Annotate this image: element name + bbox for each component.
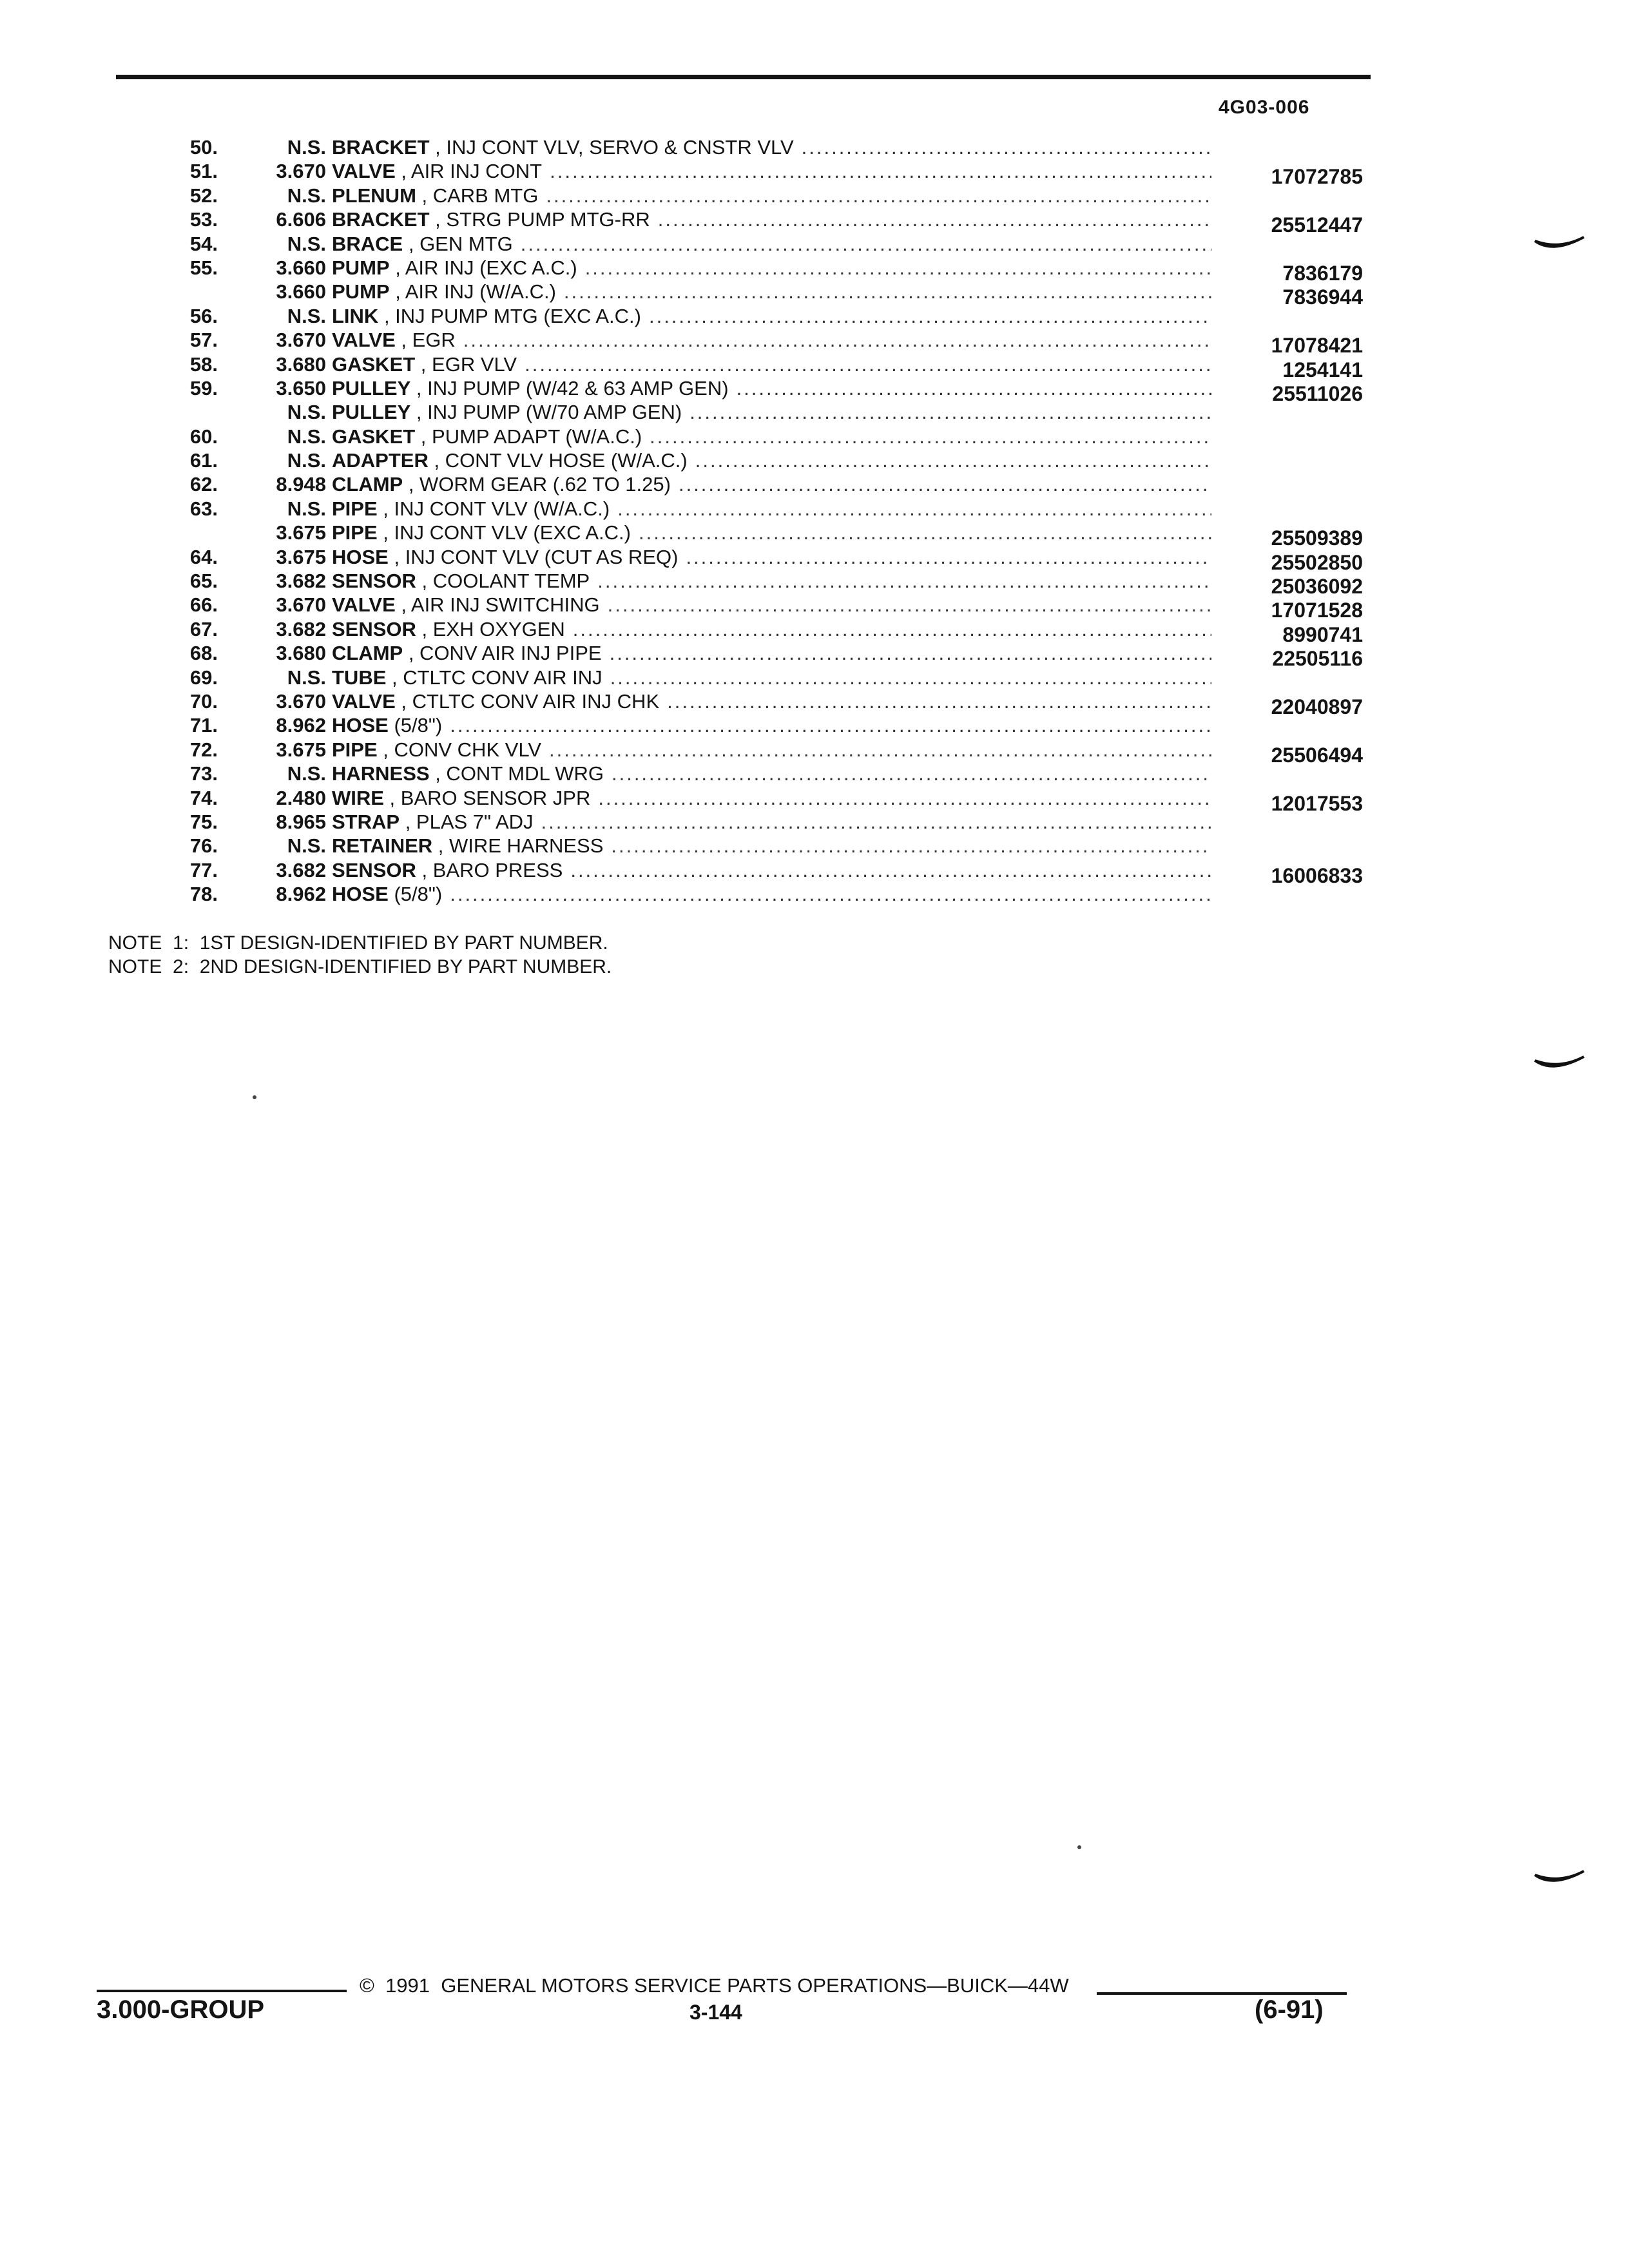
footer-rule-right [1097, 1992, 1347, 1995]
part-detail: , AIR INJ (EXC A.C.) [389, 256, 577, 279]
part-detail: , WORM GEAR (.62 TO 1.25) [403, 473, 671, 496]
part-detail: , EXH OXYGEN [416, 617, 565, 640]
item-number: 55. [189, 256, 218, 279]
part-name: CLAMP [332, 473, 403, 496]
part-detail: , INJ CONT VLV (EXC A.C.) [377, 521, 631, 544]
part-description [332, 328, 1211, 352]
dot-leader [737, 376, 1211, 400]
part-description [332, 352, 1211, 376]
dot-leader [686, 545, 1211, 569]
part-detail: , CONV CHK VLV [377, 738, 542, 761]
part-name: VALVE [332, 689, 396, 713]
group-number: N.S. [287, 834, 326, 858]
dot-leader [570, 858, 1211, 882]
part-row [0, 593, 1629, 622]
item-number: 72. [189, 738, 218, 761]
part-detail: , INJ PUMP MTG (EXC A.C.) [378, 304, 641, 327]
part-description [332, 641, 1211, 665]
part-detail: (5/8") [388, 883, 443, 906]
dot-leader [521, 232, 1211, 256]
item-number: 69. [189, 666, 218, 689]
part-row [0, 810, 1629, 834]
part-name: HARNESS [332, 762, 430, 785]
scan-speck [253, 1095, 256, 1099]
part-name: ADAPTER [332, 449, 429, 472]
dot-leader [610, 666, 1211, 689]
part-description [332, 545, 1211, 569]
dot-leader [611, 834, 1211, 858]
group-number: 2.480 [276, 786, 326, 809]
group-number: N.S. [287, 136, 326, 159]
item-number: 75. [189, 810, 218, 833]
part-row [0, 617, 1629, 646]
part-row [0, 569, 1629, 599]
part-number: 7836179 [1282, 261, 1363, 285]
part-row [0, 545, 1629, 574]
part-row [0, 400, 1629, 424]
dot-leader [608, 593, 1211, 617]
item-number: 68. [189, 642, 218, 665]
part-description [332, 593, 1211, 617]
part-name: SENSOR [332, 570, 416, 593]
part-number: 7836944 [1282, 285, 1363, 309]
part-description [332, 376, 1211, 400]
item-number: 57. [189, 329, 218, 352]
part-description [332, 738, 1211, 762]
footer-group-label: 3.000-GROUP [97, 1995, 265, 2024]
part-number: 25512447 [1271, 213, 1363, 237]
item-number: 61. [189, 449, 218, 472]
part-detail: , EGR [395, 329, 456, 352]
part-description [332, 280, 1211, 303]
binder-hole-mark [1534, 232, 1585, 258]
item-number: 70. [189, 689, 218, 713]
item-number: 78. [189, 883, 218, 906]
part-row [0, 304, 1629, 328]
group-number: N.S. [287, 497, 326, 520]
part-description [332, 689, 1211, 713]
part-detail: , EGR VLV [415, 352, 517, 376]
notes-section [108, 931, 612, 979]
item-number: 58. [189, 352, 218, 376]
part-description [332, 184, 1211, 207]
part-name: STRAP [332, 810, 400, 833]
item-number: 65. [189, 570, 218, 593]
item-number: 74. [189, 786, 218, 809]
part-number: 17072785 [1271, 165, 1363, 189]
parts-list [0, 135, 1629, 907]
part-name: HOSE [332, 714, 389, 737]
part-row [0, 256, 1629, 285]
dot-leader [564, 280, 1211, 303]
part-name: PUMP [332, 280, 390, 303]
part-name: PIPE [332, 521, 378, 544]
part-number: 25036092 [1271, 575, 1363, 599]
dot-leader [610, 641, 1211, 665]
part-row [0, 641, 1629, 671]
dot-leader [617, 497, 1211, 521]
part-detail: (5/8") [388, 714, 443, 737]
part-detail: , CARB MTG [416, 184, 539, 207]
part-number: 1254141 [1282, 358, 1363, 381]
item-number: 50. [189, 136, 218, 159]
dot-leader [450, 882, 1211, 906]
part-description [332, 425, 1211, 448]
dot-leader [463, 328, 1211, 352]
group-number: N.S. [287, 232, 326, 255]
group-number: 3.675 [276, 545, 326, 568]
group-number: N.S. [287, 449, 326, 472]
part-detail: , CONV AIR INJ PIPE [403, 642, 602, 665]
part-row [0, 280, 1629, 309]
dot-leader [658, 207, 1211, 231]
dot-leader [689, 400, 1211, 424]
part-description [332, 448, 1211, 472]
binder-hole-mark [1534, 1052, 1585, 1077]
part-detail: , GEN MTG [403, 232, 513, 255]
part-row [0, 689, 1629, 718]
part-description [332, 810, 1211, 834]
part-name: PULLEY [332, 376, 411, 399]
part-name: BRACKET [332, 136, 430, 159]
part-row [0, 448, 1629, 472]
part-name: SENSOR [332, 858, 416, 881]
dot-leader [525, 352, 1211, 376]
part-description [332, 159, 1211, 183]
dot-leader [573, 617, 1211, 641]
item-number: 64. [189, 545, 218, 568]
part-name: VALVE [332, 593, 396, 617]
group-number: N.S. [287, 304, 326, 327]
dot-leader [649, 304, 1211, 328]
part-description [332, 256, 1211, 280]
dot-leader [695, 448, 1211, 472]
dot-leader [650, 425, 1211, 448]
part-row [0, 834, 1629, 858]
item-number: 51. [189, 160, 218, 183]
part-name: WIRE [332, 786, 384, 809]
part-number: 12017553 [1271, 791, 1363, 815]
part-description [332, 472, 1211, 496]
part-name: PUMP [332, 256, 390, 279]
part-detail: , COOLANT TEMP [416, 570, 590, 593]
part-number: 25511026 [1272, 381, 1363, 405]
footer-rule-left [97, 1990, 347, 1992]
dot-leader [598, 786, 1211, 810]
group-number: 3.660 [276, 256, 326, 279]
group-number: 3.675 [276, 738, 326, 761]
part-description [332, 882, 1211, 906]
part-description [332, 569, 1211, 593]
group-number: N.S. [287, 666, 326, 689]
item-number: 66. [189, 593, 218, 617]
scan-speck [1077, 1845, 1081, 1849]
part-description [332, 232, 1211, 256]
part-description [332, 521, 1211, 544]
item-number: 71. [189, 714, 218, 737]
part-row [0, 858, 1629, 887]
footer-copyright: © 1991 GENERAL MOTORS SERVICE PARTS OPERATIONS—BUICK—44W [360, 1974, 1069, 1997]
part-description [332, 207, 1211, 231]
note-1: NOTE 1: 1ST DESIGN-IDENTIFIED BY PART NUMBER. [108, 932, 608, 954]
item-number: 67. [189, 617, 218, 640]
group-number: 8.948 [276, 473, 326, 496]
part-name: HOSE [332, 883, 389, 906]
item-number: 60. [189, 425, 218, 448]
part-row [0, 159, 1629, 189]
part-number: 17071528 [1271, 599, 1363, 622]
part-name: VALVE [332, 329, 396, 352]
group-number: N.S. [287, 184, 326, 207]
part-description [332, 666, 1211, 689]
footer-date-code: (6-91) [1255, 1995, 1324, 2024]
part-detail: , INJ CONT VLV (W/A.C.) [377, 497, 610, 520]
part-number: 17078421 [1271, 334, 1363, 358]
item-number: 59. [189, 376, 218, 399]
part-description [332, 135, 1211, 159]
part-row [0, 762, 1629, 785]
part-row [0, 207, 1629, 237]
dot-leader [639, 521, 1211, 544]
part-row [0, 184, 1629, 207]
dot-leader [679, 472, 1211, 496]
part-description [332, 617, 1211, 641]
part-row [0, 738, 1629, 767]
top-rule [116, 75, 1371, 79]
group-number: 3.675 [276, 521, 326, 544]
part-number: 25509389 [1271, 526, 1363, 550]
part-row [0, 713, 1629, 737]
part-name: LINK [332, 304, 379, 327]
part-description [332, 858, 1211, 882]
item-number: 76. [189, 834, 218, 858]
part-name: PLENUM [332, 184, 416, 207]
dot-leader [550, 159, 1211, 183]
part-number: 22505116 [1272, 647, 1363, 671]
part-description [332, 834, 1211, 858]
part-row [0, 882, 1629, 906]
part-detail: , CONT VLV HOSE (W/A.C.) [428, 449, 688, 472]
item-number: 62. [189, 473, 218, 496]
part-number: 8990741 [1282, 622, 1363, 646]
part-detail: , INJ CONT VLV (CUT AS REQ) [388, 545, 679, 568]
item-number: 54. [189, 232, 218, 255]
part-row [0, 135, 1629, 159]
part-name: GASKET [332, 352, 416, 376]
footer-page-number: 3-144 [689, 2001, 742, 2024]
part-number: 16006833 [1271, 863, 1363, 887]
part-detail: , CTLTC CONV AIR INJ [386, 666, 602, 689]
part-name: GASKET [332, 425, 416, 448]
part-name: SENSOR [332, 617, 416, 640]
part-number: 25506494 [1271, 743, 1363, 767]
dot-leader [450, 713, 1211, 737]
part-detail: , AIR INJ (W/A.C.) [389, 280, 556, 303]
item-number: 63. [189, 497, 218, 520]
part-description [332, 304, 1211, 328]
dot-leader [612, 762, 1211, 785]
group-number: 6.606 [276, 208, 326, 231]
group-number: N.S. [287, 762, 326, 785]
part-row [0, 472, 1629, 496]
part-detail: , AIR INJ SWITCHING [395, 593, 600, 617]
group-number: 3.682 [276, 570, 326, 593]
part-detail: , WIRE HARNESS [432, 834, 604, 858]
group-number: 8.962 [276, 714, 326, 737]
reference-code: 4G03-006 [1219, 97, 1310, 118]
part-detail: , BARO SENSOR JPR [383, 786, 591, 809]
dot-leader [802, 135, 1211, 159]
part-name: HOSE [332, 545, 389, 568]
part-name: PIPE [332, 738, 378, 761]
dot-leader [541, 810, 1211, 834]
part-description [332, 713, 1211, 737]
dot-leader [585, 256, 1211, 280]
item-number: 53. [189, 208, 218, 231]
group-number: N.S. [287, 425, 326, 448]
part-detail: , CONT MDL WRG [429, 762, 604, 785]
part-number: 22040897 [1271, 695, 1363, 718]
part-detail: , INJ CONT VLV, SERVO & CNSTR VLV [429, 136, 794, 159]
part-name: BRACE [332, 232, 403, 255]
part-row [0, 232, 1629, 256]
binder-hole-mark [1534, 1866, 1585, 1892]
item-number: 77. [189, 858, 218, 881]
item-number: 52. [189, 184, 218, 207]
group-number: 3.680 [276, 352, 326, 376]
note-2: NOTE 2: 2ND DESIGN-IDENTIFIED BY PART NUMBER. [108, 956, 612, 977]
dot-leader [546, 184, 1211, 207]
dot-leader [597, 569, 1211, 593]
group-number: N.S. [287, 401, 326, 424]
dot-leader [549, 738, 1211, 762]
group-number: 3.650 [276, 376, 326, 399]
part-row [0, 376, 1629, 405]
group-number: 3.670 [276, 329, 326, 352]
group-number: 8.962 [276, 883, 326, 906]
part-detail: , PUMP ADAPT (W/A.C.) [415, 425, 642, 448]
part-detail: , STRG PUMP MTG-RR [429, 208, 650, 231]
dot-leader [667, 689, 1211, 713]
part-detail: , INJ PUMP (W/42 & 63 AMP GEN) [410, 376, 729, 399]
part-row [0, 666, 1629, 689]
part-row [0, 352, 1629, 381]
group-number: 3.670 [276, 160, 326, 183]
item-number: 73. [189, 762, 218, 785]
part-row [0, 521, 1629, 550]
part-description [332, 497, 1211, 521]
group-number: 3.670 [276, 593, 326, 617]
part-row [0, 328, 1629, 358]
part-row [0, 786, 1629, 815]
group-number: 8.965 [276, 810, 326, 833]
part-name: BRACKET [332, 208, 430, 231]
group-number: 3.680 [276, 642, 326, 665]
group-number: 3.682 [276, 617, 326, 640]
part-detail: , INJ PUMP (W/70 AMP GEN) [410, 401, 682, 424]
part-row [0, 425, 1629, 448]
part-name: TUBE [332, 666, 387, 689]
part-detail: , CTLTC CONV AIR INJ CHK [395, 689, 660, 713]
part-row [0, 497, 1629, 521]
part-detail: , AIR INJ CONT [395, 160, 543, 183]
part-detail: , BARO PRESS [416, 858, 563, 881]
part-name: CLAMP [332, 642, 403, 665]
part-description [332, 400, 1211, 424]
part-description [332, 762, 1211, 785]
part-number: 25502850 [1271, 550, 1363, 574]
part-description [332, 786, 1211, 810]
group-number: 3.670 [276, 689, 326, 713]
item-number: 56. [189, 304, 218, 327]
part-name: VALVE [332, 160, 396, 183]
group-number: 3.682 [276, 858, 326, 881]
group-number: 3.660 [276, 280, 326, 303]
part-detail: , PLAS 7" ADJ [400, 810, 534, 833]
part-name: PIPE [332, 497, 378, 520]
part-name: PULLEY [332, 401, 411, 424]
part-name: RETAINER [332, 834, 433, 858]
